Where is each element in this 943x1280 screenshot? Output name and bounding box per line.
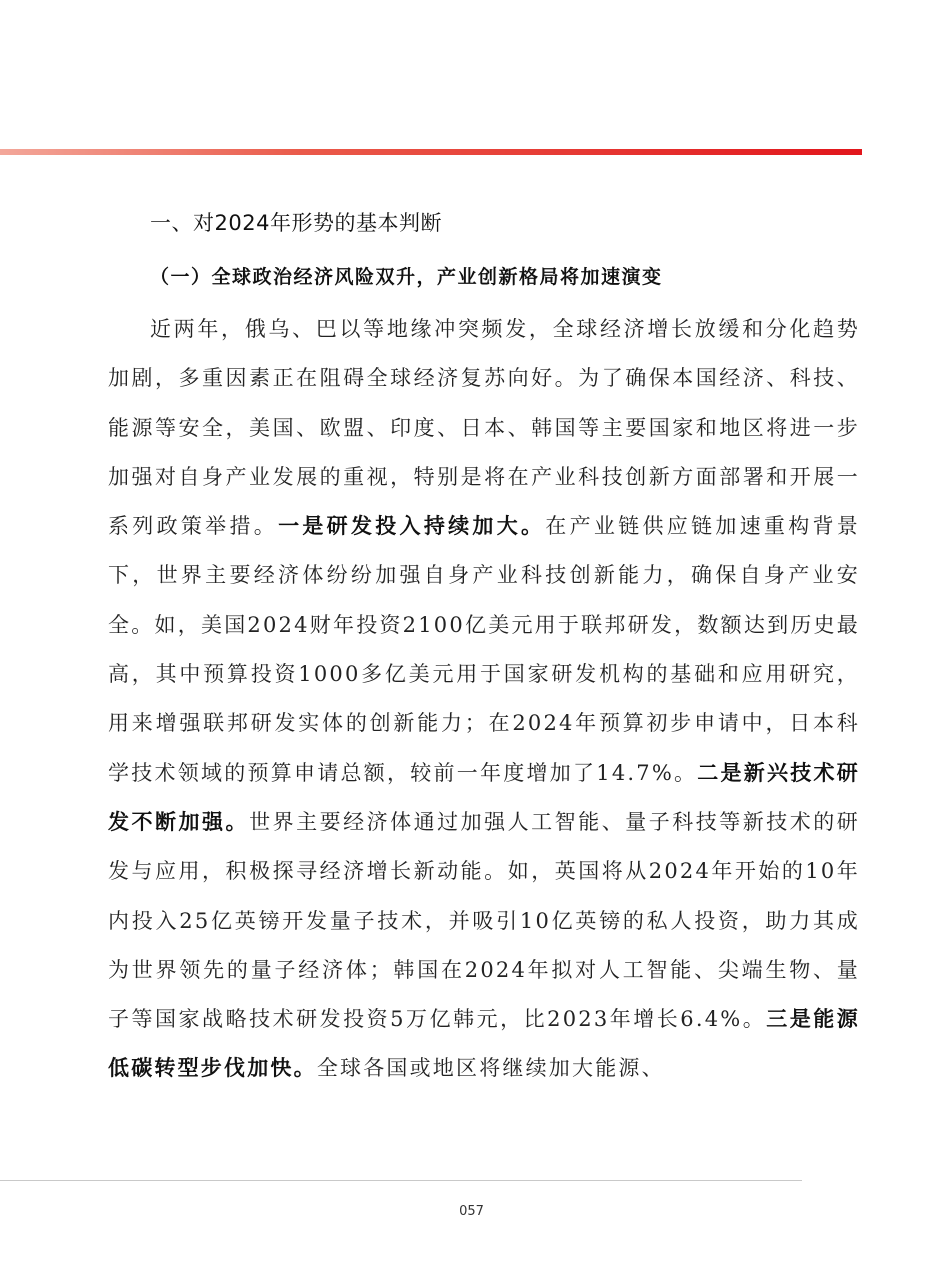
key-point-emerging-technology: 二是新兴技术研发不断加强。 bbox=[108, 760, 860, 834]
body-paragraph bbox=[108, 305, 860, 1094]
header-accent-rule bbox=[0, 149, 862, 155]
key-point-energy-transition: 三是能源低碳转型步伐加快。 bbox=[108, 1007, 860, 1081]
paragraph-text-3: 世界主要经济体通过加强人工智能、量子科技等新技术的研发与应用，积极探寻经济增长新动能。如，英国将从2024年开始的10年内投入25亿英镑开发量子技术，并吸引10亿英镑的私人投资，助力其成为世界领先的量子经济体；韩国在2024年拟对人工智能、尖端生物、量子等国家战略技术研发投资5万亿韩元，比2023年增长6.4%。 bbox=[108, 809, 860, 1032]
paragraph-text-1: 近两年，俄乌、巴以等地缘冲突频发，全球经济增长放缓和分化趋势加剧，多重因素正在阻碍全球经济复苏向好。为了确保本国经济、科技、能源等安全，美国、欧盟、印度、日本、韩国等主要国家和地区将进一步加强对自身产业发展的重视，特别是将在产业科技创新方面部署和开展一系列政策举措。 bbox=[108, 317, 860, 539]
section-heading: 一、对2024年形势的基本判断 bbox=[150, 211, 442, 235]
subsection-heading: （一）全球政治经济风险双升，产业创新格局将加速演变 bbox=[150, 266, 663, 288]
key-point-research-investment: 一是研发投入持续加大。 bbox=[278, 514, 546, 539]
page-number: 057 bbox=[459, 1204, 484, 1219]
paragraph-text-4: 全球各国或地区将继续加大能源、 bbox=[316, 1056, 665, 1081]
footer-rule bbox=[0, 1180, 802, 1181]
paragraph-text-2: 在产业链供应链加速重构背景下，世界主要经济体纷纷加强自身产业科技创新能力，确保自身产业安全。如，美国2024财年投资2100亿美元用于联邦研发，数额达到历史最高，其中预算投资1000多亿美元用于国家研发机构的基础和应用研究，用来增强联邦研发实体的创新能力；在2024年预算初步申请中，日本科学技术领域的预算申请总额，较前一年度增加了14.7%。 bbox=[108, 514, 860, 785]
